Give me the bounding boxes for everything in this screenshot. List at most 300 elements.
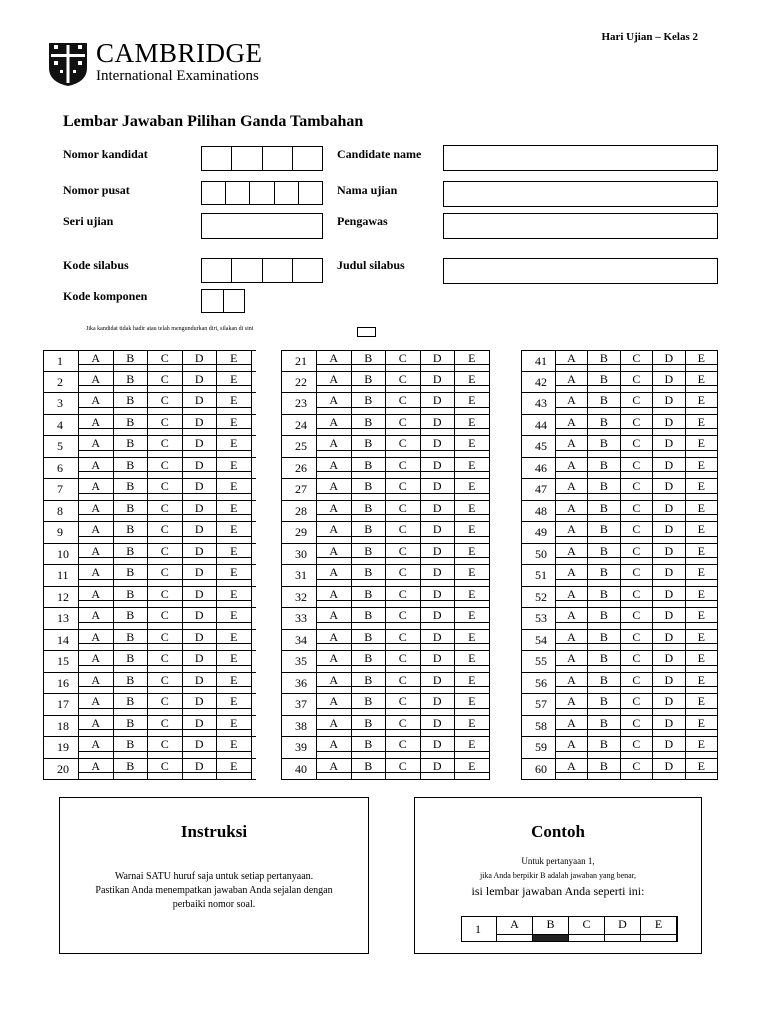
answer-bubble-c[interactable]: C <box>386 759 421 780</box>
answer-bubble-c[interactable]: C <box>386 415 421 436</box>
answer-bubble-e[interactable]: E <box>455 544 490 565</box>
answer-bubble-e[interactable]: E <box>455 651 490 672</box>
answer-bubble-b[interactable]: B <box>114 716 149 737</box>
answer-bubble-b[interactable]: B <box>114 630 149 651</box>
answer-bubble-b[interactable]: B <box>352 737 387 758</box>
answer-bubble-b[interactable]: B <box>588 565 620 586</box>
answer-bubble-e[interactable]: E <box>686 694 718 715</box>
answer-bubble-a[interactable]: A <box>556 737 588 758</box>
exam-name-field[interactable] <box>443 181 718 207</box>
answer-bubble-a[interactable]: A <box>317 565 352 586</box>
component-code-boxes[interactable] <box>201 289 245 313</box>
answer-bubble-a[interactable]: A <box>79 673 114 694</box>
answer-bubble-c[interactable]: C <box>148 737 183 758</box>
answer-bubble-d[interactable]: D <box>421 694 456 715</box>
answer-bubble-a[interactable]: A <box>317 630 352 651</box>
answer-bubble-c[interactable]: C <box>148 759 183 780</box>
answer-bubble-b[interactable]: B <box>588 716 620 737</box>
answer-bubble-a[interactable]: A <box>556 372 588 393</box>
answer-bubble-a[interactable]: A <box>317 673 352 694</box>
answer-bubble-c[interactable]: C <box>386 630 421 651</box>
candidate-name-field[interactable] <box>443 145 718 171</box>
answer-bubble-a[interactable]: A <box>79 716 114 737</box>
answer-bubble-c[interactable]: C <box>386 436 421 457</box>
answer-bubble-b[interactable]: B <box>114 372 149 393</box>
answer-bubble-a[interactable]: A <box>556 351 588 371</box>
answer-bubble-b[interactable]: B <box>352 415 387 436</box>
answer-bubble-b[interactable]: B <box>352 759 387 780</box>
answer-bubble-e[interactable]: E <box>217 393 252 414</box>
answer-bubble-e[interactable]: E <box>217 694 252 715</box>
answer-bubble-b[interactable]: B <box>114 522 149 543</box>
answer-bubble-b[interactable]: B <box>352 587 387 608</box>
answer-bubble-c[interactable]: C <box>148 608 183 629</box>
answer-bubble-e[interactable]: E <box>686 544 718 565</box>
answer-bubble-b[interactable]: B <box>114 587 149 608</box>
answer-bubble-c[interactable]: C <box>386 673 421 694</box>
answer-bubble-d[interactable]: D <box>653 630 685 651</box>
answer-bubble-a[interactable]: A <box>79 372 114 393</box>
answer-bubble-b[interactable]: B <box>352 351 387 371</box>
answer-bubble-d[interactable]: D <box>183 587 218 608</box>
answer-bubble-d[interactable]: D <box>653 737 685 758</box>
answer-bubble-c[interactable]: C <box>386 608 421 629</box>
answer-bubble-d[interactable]: D <box>421 737 456 758</box>
answer-bubble-a[interactable]: A <box>556 565 588 586</box>
answer-bubble-e[interactable]: E <box>455 630 490 651</box>
answer-bubble-e[interactable]: E <box>686 415 718 436</box>
answer-bubble-d[interactable]: D <box>421 608 456 629</box>
answer-bubble-c[interactable]: C <box>148 501 183 522</box>
answer-bubble-e[interactable]: E <box>217 501 252 522</box>
answer-bubble-a[interactable]: A <box>79 587 114 608</box>
answer-bubble-a[interactable]: A <box>317 716 352 737</box>
answer-bubble-d[interactable]: D <box>653 694 685 715</box>
answer-bubble-c[interactable]: C <box>386 393 421 414</box>
answer-bubble-a[interactable]: A <box>317 544 352 565</box>
answer-bubble-c[interactable]: C <box>148 372 183 393</box>
answer-bubble-e[interactable]: E <box>217 458 252 479</box>
answer-bubble-b[interactable]: B <box>588 737 620 758</box>
answer-bubble-e[interactable]: E <box>686 759 718 780</box>
answer-bubble-d[interactable]: D <box>183 737 218 758</box>
answer-bubble-e[interactable]: E <box>455 393 490 414</box>
answer-bubble-a[interactable]: A <box>556 522 588 543</box>
answer-bubble-e[interactable]: E <box>217 544 252 565</box>
answer-bubble-c[interactable]: C <box>386 737 421 758</box>
answer-bubble-a[interactable]: A <box>556 436 588 457</box>
answer-bubble-c[interactable]: C <box>386 544 421 565</box>
answer-bubble-b[interactable]: B <box>588 501 620 522</box>
answer-bubble-c[interactable]: C <box>386 716 421 737</box>
answer-bubble-e[interactable]: E <box>686 587 718 608</box>
answer-bubble-c[interactable]: C <box>386 351 421 371</box>
answer-bubble-b[interactable]: B <box>114 694 149 715</box>
answer-bubble-e[interactable]: E <box>686 630 718 651</box>
answer-bubble-d[interactable]: D <box>421 458 456 479</box>
answer-bubble-c[interactable]: C <box>148 651 183 672</box>
answer-bubble-d[interactable]: D <box>183 716 218 737</box>
answer-bubble-a[interactable]: A <box>556 501 588 522</box>
answer-bubble-c[interactable]: C <box>621 415 653 436</box>
answer-bubble-d[interactable]: D <box>183 565 218 586</box>
answer-bubble-a[interactable]: A <box>317 351 352 371</box>
answer-bubble-d[interactable]: D <box>183 436 218 457</box>
answer-bubble-c[interactable]: C <box>148 673 183 694</box>
answer-bubble-b[interactable]: B <box>588 630 620 651</box>
answer-bubble-d[interactable]: D <box>653 393 685 414</box>
answer-bubble-e[interactable]: E <box>455 694 490 715</box>
answer-bubble-d[interactable]: D <box>653 436 685 457</box>
answer-bubble-a[interactable]: A <box>317 651 352 672</box>
answer-bubble-a[interactable]: A <box>556 393 588 414</box>
answer-bubble-d[interactable]: D <box>653 565 685 586</box>
answer-bubble-b[interactable]: B <box>352 673 387 694</box>
answer-bubble-d[interactable]: D <box>183 522 218 543</box>
answer-bubble-a[interactable]: A <box>317 479 352 500</box>
answer-bubble-b[interactable]: B <box>352 544 387 565</box>
answer-bubble-a[interactable]: A <box>317 501 352 522</box>
answer-bubble-a[interactable]: A <box>79 458 114 479</box>
answer-bubble-b[interactable]: B <box>588 759 620 780</box>
answer-bubble-e[interactable]: E <box>455 522 490 543</box>
answer-bubble-c[interactable]: C <box>621 393 653 414</box>
answer-bubble-a[interactable]: A <box>556 415 588 436</box>
answer-bubble-c[interactable]: C <box>621 565 653 586</box>
answer-bubble-c[interactable]: C <box>148 415 183 436</box>
answer-bubble-a[interactable]: A <box>79 479 114 500</box>
answer-bubble-e[interactable]: E <box>455 673 490 694</box>
answer-bubble-b[interactable]: B <box>352 372 387 393</box>
answer-bubble-a[interactable]: A <box>79 737 114 758</box>
answer-bubble-e[interactable]: E <box>455 479 490 500</box>
answer-bubble-b[interactable]: B <box>114 737 149 758</box>
answer-bubble-d[interactable]: D <box>183 393 218 414</box>
answer-bubble-c[interactable]: C <box>621 522 653 543</box>
answer-bubble-b[interactable]: B <box>588 544 620 565</box>
answer-bubble-a[interactable]: A <box>317 608 352 629</box>
answer-bubble-e[interactable]: E <box>455 587 490 608</box>
answer-bubble-d[interactable]: D <box>183 544 218 565</box>
answer-bubble-c[interactable]: C <box>621 630 653 651</box>
answer-bubble-c[interactable]: C <box>148 694 183 715</box>
answer-bubble-d[interactable]: D <box>653 608 685 629</box>
answer-bubble-e[interactable]: E <box>217 351 252 371</box>
answer-bubble-a[interactable]: A <box>79 630 114 651</box>
answer-bubble-d[interactable]: D <box>653 587 685 608</box>
answer-bubble-b[interactable]: B <box>114 393 149 414</box>
answer-bubble-b[interactable]: B <box>352 716 387 737</box>
answer-bubble-e[interactable]: E <box>686 479 718 500</box>
answer-bubble-d[interactable]: D <box>421 759 456 780</box>
answer-bubble-d[interactable]: D <box>421 501 456 522</box>
answer-bubble-c[interactable]: C <box>148 522 183 543</box>
answer-bubble-d[interactable]: D <box>653 415 685 436</box>
answer-bubble-e[interactable]: E <box>455 737 490 758</box>
answer-bubble-c[interactable]: C <box>148 436 183 457</box>
answer-bubble-a[interactable]: A <box>556 716 588 737</box>
answer-bubble-d[interactable]: D <box>183 458 218 479</box>
answer-bubble-c[interactable]: C <box>621 651 653 672</box>
answer-bubble-a[interactable]: A <box>79 522 114 543</box>
answer-bubble-b[interactable]: B <box>352 608 387 629</box>
answer-bubble-e[interactable]: E <box>217 673 252 694</box>
answer-bubble-e[interactable]: E <box>455 759 490 780</box>
answer-bubble-b[interactable]: B <box>114 673 149 694</box>
answer-bubble-e[interactable]: E <box>455 565 490 586</box>
answer-bubble-e[interactable]: E <box>686 651 718 672</box>
answer-bubble-d[interactable]: D <box>183 694 218 715</box>
answer-bubble-e[interactable]: E <box>686 737 718 758</box>
answer-bubble-b[interactable]: B <box>352 458 387 479</box>
syllabus-title-field[interactable] <box>443 258 718 284</box>
answer-bubble-d[interactable]: D <box>183 415 218 436</box>
answer-bubble-c[interactable]: C <box>621 587 653 608</box>
answer-bubble-d[interactable]: D <box>183 351 218 371</box>
answer-bubble-b[interactable]: B <box>588 587 620 608</box>
answer-bubble-a[interactable]: A <box>317 694 352 715</box>
answer-bubble-d[interactable]: D <box>653 673 685 694</box>
answer-bubble-e[interactable]: E <box>686 372 718 393</box>
answer-bubble-c[interactable]: C <box>386 458 421 479</box>
answer-bubble-b[interactable]: B <box>114 458 149 479</box>
answer-bubble-a[interactable]: A <box>317 737 352 758</box>
answer-bubble-e[interactable]: E <box>217 565 252 586</box>
answer-bubble-d[interactable]: D <box>183 759 218 780</box>
answer-bubble-e[interactable]: E <box>217 651 252 672</box>
answer-bubble-d[interactable]: D <box>421 651 456 672</box>
answer-bubble-a[interactable]: A <box>556 544 588 565</box>
answer-bubble-e[interactable]: E <box>217 372 252 393</box>
answer-bubble-e[interactable]: E <box>455 351 490 371</box>
answer-bubble-d[interactable]: D <box>421 436 456 457</box>
answer-bubble-b[interactable]: B <box>588 372 620 393</box>
answer-bubble-a[interactable]: A <box>79 501 114 522</box>
answer-bubble-e[interactable]: E <box>686 501 718 522</box>
candidate-number-boxes[interactable] <box>201 146 323 171</box>
answer-bubble-c[interactable]: C <box>148 587 183 608</box>
answer-bubble-b[interactable]: B <box>588 608 620 629</box>
answer-bubble-e[interactable]: E <box>686 458 718 479</box>
answer-bubble-e[interactable]: E <box>455 372 490 393</box>
answer-bubble-c[interactable]: C <box>148 393 183 414</box>
answer-bubble-b[interactable]: B <box>352 501 387 522</box>
absent-checkbox[interactable] <box>357 327 376 337</box>
answer-bubble-e[interactable]: E <box>217 479 252 500</box>
answer-bubble-e[interactable]: E <box>686 673 718 694</box>
answer-bubble-d[interactable]: D <box>183 501 218 522</box>
answer-bubble-c[interactable]: C <box>621 737 653 758</box>
answer-bubble-d[interactable]: D <box>421 393 456 414</box>
answer-bubble-e[interactable]: E <box>455 501 490 522</box>
answer-bubble-a[interactable]: A <box>79 415 114 436</box>
answer-bubble-b[interactable]: B <box>588 522 620 543</box>
answer-bubble-c[interactable]: C <box>148 630 183 651</box>
answer-bubble-c[interactable]: C <box>386 372 421 393</box>
answer-bubble-a[interactable]: A <box>556 458 588 479</box>
answer-bubble-a[interactable]: A <box>556 694 588 715</box>
answer-bubble-c[interactable]: C <box>386 565 421 586</box>
answer-bubble-e[interactable]: E <box>217 587 252 608</box>
answer-bubble-a[interactable]: A <box>79 759 114 780</box>
answer-bubble-b[interactable]: B <box>114 651 149 672</box>
answer-bubble-c[interactable]: C <box>386 479 421 500</box>
answer-bubble-c[interactable]: C <box>386 587 421 608</box>
answer-bubble-b[interactable]: B <box>352 565 387 586</box>
answer-bubble-b[interactable]: B <box>588 694 620 715</box>
answer-bubble-c[interactable]: C <box>621 479 653 500</box>
answer-bubble-d[interactable]: D <box>183 651 218 672</box>
answer-bubble-c[interactable]: C <box>621 501 653 522</box>
answer-bubble-e[interactable]: E <box>217 415 252 436</box>
answer-bubble-b[interactable]: B <box>352 630 387 651</box>
answer-bubble-c[interactable]: C <box>621 608 653 629</box>
answer-bubble-c[interactable]: C <box>621 673 653 694</box>
answer-bubble-d[interactable]: D <box>421 479 456 500</box>
answer-bubble-e[interactable]: E <box>686 351 718 371</box>
answer-bubble-d[interactable]: D <box>183 372 218 393</box>
answer-bubble-a[interactable]: A <box>317 759 352 780</box>
answer-bubble-e[interactable]: E <box>217 737 252 758</box>
answer-bubble-a[interactable]: A <box>556 759 588 780</box>
exam-series-box[interactable] <box>201 213 323 239</box>
answer-bubble-b[interactable]: B <box>588 458 620 479</box>
answer-bubble-e[interactable]: E <box>217 522 252 543</box>
answer-bubble-d[interactable]: D <box>653 458 685 479</box>
answer-bubble-a[interactable]: A <box>79 393 114 414</box>
answer-bubble-d[interactable]: D <box>421 522 456 543</box>
answer-bubble-b[interactable]: B <box>114 759 149 780</box>
answer-bubble-a[interactable]: A <box>556 587 588 608</box>
answer-bubble-e[interactable]: E <box>217 436 252 457</box>
answer-bubble-a[interactable]: A <box>317 372 352 393</box>
answer-bubble-b[interactable]: B <box>114 479 149 500</box>
answer-bubble-a[interactable]: A <box>317 522 352 543</box>
answer-bubble-e[interactable]: E <box>455 415 490 436</box>
answer-bubble-b[interactable]: B <box>352 479 387 500</box>
answer-bubble-b[interactable]: B <box>114 415 149 436</box>
answer-bubble-a[interactable]: A <box>79 608 114 629</box>
answer-bubble-b[interactable]: B <box>114 501 149 522</box>
answer-bubble-b[interactable]: B <box>114 351 149 371</box>
answer-bubble-b[interactable]: B <box>588 393 620 414</box>
answer-bubble-a[interactable]: A <box>317 587 352 608</box>
answer-bubble-c[interactable]: C <box>386 501 421 522</box>
answer-bubble-b[interactable]: B <box>352 694 387 715</box>
answer-bubble-d[interactable]: D <box>653 372 685 393</box>
answer-bubble-d[interactable]: D <box>183 630 218 651</box>
answer-bubble-b[interactable]: B <box>588 651 620 672</box>
answer-bubble-d[interactable]: D <box>653 544 685 565</box>
answer-bubble-e[interactable]: E <box>455 608 490 629</box>
answer-bubble-d[interactable]: D <box>183 608 218 629</box>
answer-bubble-e[interactable]: E <box>686 522 718 543</box>
answer-bubble-d[interactable]: D <box>421 415 456 436</box>
answer-bubble-e[interactable]: E <box>217 759 252 780</box>
invigilator-field[interactable] <box>443 213 718 239</box>
answer-bubble-a[interactable]: A <box>317 458 352 479</box>
answer-bubble-b[interactable]: B <box>114 544 149 565</box>
answer-bubble-d[interactable]: D <box>421 587 456 608</box>
answer-bubble-d[interactable]: D <box>421 372 456 393</box>
answer-bubble-b[interactable]: B <box>588 415 620 436</box>
answer-bubble-c[interactable]: C <box>621 544 653 565</box>
answer-bubble-c[interactable]: C <box>621 759 653 780</box>
answer-bubble-a[interactable]: A <box>79 651 114 672</box>
answer-bubble-a[interactable]: A <box>79 351 114 371</box>
answer-bubble-b[interactable]: B <box>352 393 387 414</box>
answer-bubble-e[interactable]: E <box>686 436 718 457</box>
answer-bubble-d[interactable]: D <box>653 501 685 522</box>
answer-bubble-d[interactable]: D <box>653 759 685 780</box>
answer-bubble-a[interactable]: A <box>79 544 114 565</box>
answer-bubble-b[interactable]: B <box>588 673 620 694</box>
answer-bubble-c[interactable]: C <box>148 544 183 565</box>
answer-bubble-d[interactable]: D <box>183 673 218 694</box>
answer-bubble-e[interactable]: E <box>217 608 252 629</box>
answer-bubble-c[interactable]: C <box>148 479 183 500</box>
answer-bubble-e[interactable]: E <box>686 565 718 586</box>
answer-bubble-d[interactable]: D <box>653 479 685 500</box>
answer-bubble-c[interactable]: C <box>621 716 653 737</box>
answer-bubble-d[interactable]: D <box>421 565 456 586</box>
answer-bubble-d[interactable]: D <box>421 630 456 651</box>
answer-bubble-d[interactable]: D <box>421 716 456 737</box>
syllabus-code-boxes[interactable] <box>201 258 323 283</box>
answer-bubble-d[interactable]: D <box>421 351 456 371</box>
answer-bubble-b[interactable]: B <box>114 565 149 586</box>
answer-bubble-d[interactable]: D <box>653 522 685 543</box>
answer-bubble-a[interactable]: A <box>556 630 588 651</box>
answer-bubble-e[interactable]: E <box>686 716 718 737</box>
answer-bubble-a[interactable]: A <box>79 565 114 586</box>
answer-bubble-b[interactable]: B <box>588 351 620 371</box>
answer-bubble-e[interactable]: E <box>455 716 490 737</box>
answer-bubble-b[interactable]: B <box>588 479 620 500</box>
answer-bubble-a[interactable]: A <box>317 415 352 436</box>
answer-bubble-e[interactable]: E <box>217 716 252 737</box>
answer-bubble-c[interactable]: C <box>621 694 653 715</box>
answer-bubble-d[interactable]: D <box>421 544 456 565</box>
answer-bubble-e[interactable]: E <box>686 393 718 414</box>
answer-bubble-c[interactable]: C <box>148 351 183 371</box>
answer-bubble-c[interactable]: C <box>386 522 421 543</box>
answer-bubble-a[interactable]: A <box>79 436 114 457</box>
answer-bubble-c[interactable]: C <box>148 565 183 586</box>
answer-bubble-d[interactable]: D <box>653 716 685 737</box>
answer-bubble-c[interactable]: C <box>386 694 421 715</box>
answer-bubble-c[interactable]: C <box>621 436 653 457</box>
answer-bubble-e[interactable]: E <box>217 630 252 651</box>
answer-bubble-a[interactable]: A <box>556 608 588 629</box>
answer-bubble-a[interactable]: A <box>317 436 352 457</box>
answer-bubble-e[interactable]: E <box>455 436 490 457</box>
answer-bubble-b[interactable]: B <box>114 608 149 629</box>
answer-bubble-a[interactable]: A <box>79 694 114 715</box>
answer-bubble-c[interactable]: C <box>386 651 421 672</box>
answer-bubble-c[interactable]: C <box>621 372 653 393</box>
answer-bubble-b[interactable]: B <box>588 436 620 457</box>
answer-bubble-b[interactable]: B <box>352 522 387 543</box>
answer-bubble-a[interactable]: A <box>556 673 588 694</box>
answer-bubble-a[interactable]: A <box>556 651 588 672</box>
answer-bubble-d[interactable]: D <box>653 351 685 371</box>
answer-bubble-b[interactable]: B <box>114 436 149 457</box>
answer-bubble-d[interactable]: D <box>653 651 685 672</box>
answer-bubble-d[interactable]: D <box>421 673 456 694</box>
answer-bubble-c[interactable]: C <box>148 716 183 737</box>
answer-bubble-e[interactable]: E <box>455 458 490 479</box>
